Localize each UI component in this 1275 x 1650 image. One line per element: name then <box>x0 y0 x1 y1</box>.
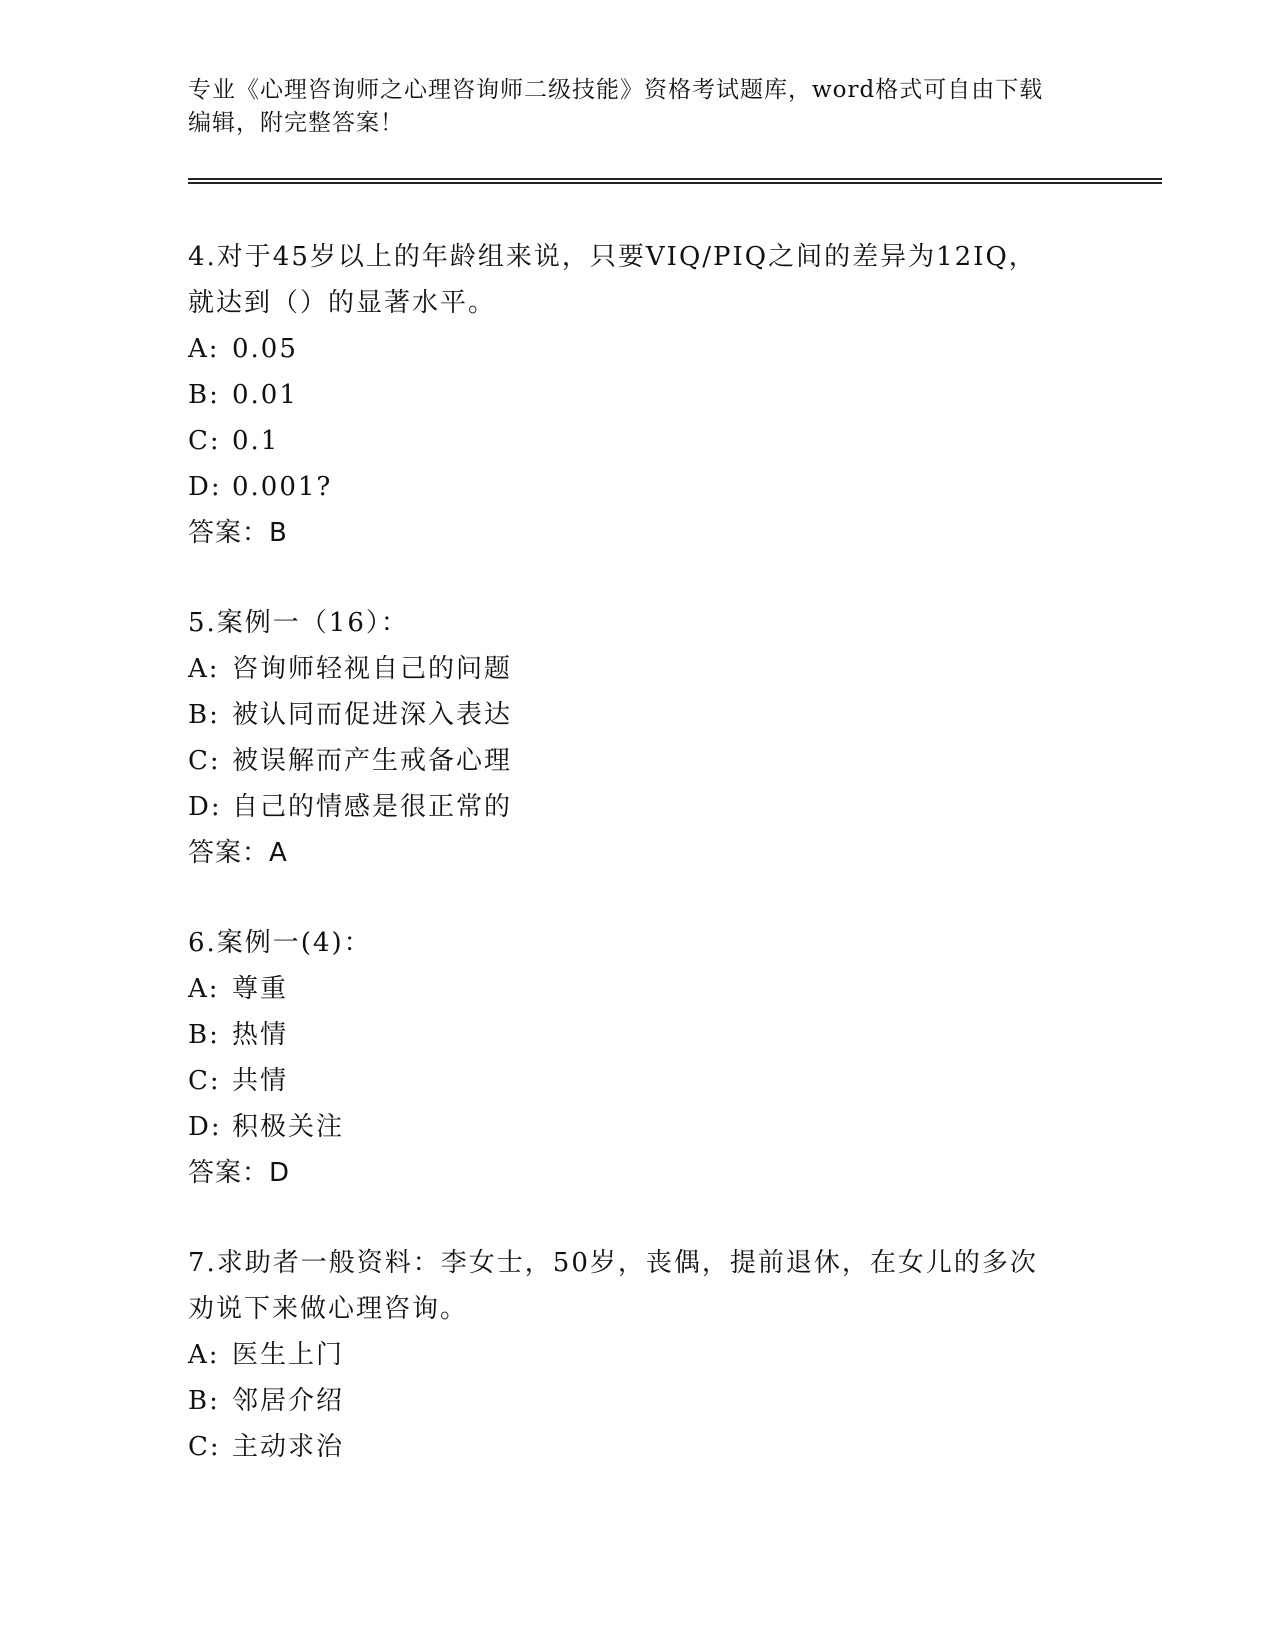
header-line-1: 专业《心理咨询师之心理咨询师二级技能》资格考试题库，word格式可自由下载 <box>188 77 1044 103</box>
option-letter: B: <box>188 1386 220 1416</box>
option-letter: B: <box>188 380 220 410</box>
answer-label: 答案：D <box>188 1158 291 1188</box>
question-text: 4.对于45岁以上的年龄组来说，只要VIQ/PIQ之间的差异为12IQ， <box>188 242 1037 272</box>
option-letter: A: <box>188 974 220 1004</box>
question-text-continued: 就达到（）的显著水平。 <box>188 288 497 318</box>
option-b <box>188 692 1078 738</box>
option-text: 0.01 <box>232 380 298 410</box>
option-text: 热情 <box>232 1020 289 1050</box>
option-letter: B: <box>188 1020 220 1050</box>
option-letter: D: <box>188 472 222 502</box>
option-text: 积极关注 <box>232 1112 345 1142</box>
document-header <box>188 74 1078 140</box>
option-letter: C: <box>188 1066 221 1096</box>
option-a <box>188 646 1078 692</box>
option-b <box>188 1378 1078 1424</box>
option-text: 医生上门 <box>232 1340 345 1370</box>
option-text: 0.001? <box>232 472 333 502</box>
header-line-2: 编辑，附完整答案！ <box>188 110 404 136</box>
option-text: 共情 <box>232 1066 289 1096</box>
option-letter: C: <box>188 426 221 456</box>
question-text: 5.案例一（16）： <box>188 608 409 638</box>
option-letter: A: <box>188 1340 220 1370</box>
option-c <box>188 418 1078 464</box>
option-letter: C: <box>188 746 221 776</box>
option-text: 邻居介绍 <box>232 1386 345 1416</box>
option-text: 自己的情感是很正常的 <box>232 792 513 822</box>
option-letter: D: <box>188 1112 222 1142</box>
option-a <box>188 966 1078 1012</box>
question-text: 6.案例一(4)： <box>188 928 372 958</box>
question-6 <box>188 920 1078 1196</box>
header-divider <box>188 178 1162 184</box>
question-4 <box>188 234 1078 556</box>
option-a <box>188 1332 1078 1378</box>
option-letter: A: <box>188 334 220 364</box>
option-text: 被误解而产生戒备心理 <box>232 746 513 776</box>
answer-label: 答案：B <box>188 518 288 548</box>
option-c <box>188 1424 1078 1470</box>
option-d <box>188 464 1078 510</box>
question-text-continued: 劝说下来做心理咨询。 <box>188 1294 469 1324</box>
answer-label: 答案：A <box>188 838 288 868</box>
option-text: 咨询师轻视自己的问题 <box>232 654 513 684</box>
option-text: 主动求治 <box>232 1432 345 1462</box>
option-letter: B: <box>188 700 220 730</box>
option-letter: A: <box>188 654 220 684</box>
option-letter: D: <box>188 792 222 822</box>
option-text: 0.1 <box>232 426 280 456</box>
option-a <box>188 326 1078 372</box>
question-7 <box>188 1240 1078 1470</box>
option-d <box>188 784 1078 830</box>
option-c <box>188 738 1078 784</box>
question-text: 7.求助者一般资料：李女士，50岁，丧偶，提前退休，在女儿的多次 <box>188 1248 1038 1278</box>
option-b <box>188 1012 1078 1058</box>
option-d <box>188 1104 1078 1150</box>
question-5 <box>188 600 1078 876</box>
option-text: 被认同而促进深入表达 <box>232 700 513 730</box>
option-letter: C: <box>188 1432 221 1462</box>
option-text: 尊重 <box>232 974 289 1004</box>
option-text: 0.05 <box>232 334 298 364</box>
option-c <box>188 1058 1078 1104</box>
option-b <box>188 372 1078 418</box>
